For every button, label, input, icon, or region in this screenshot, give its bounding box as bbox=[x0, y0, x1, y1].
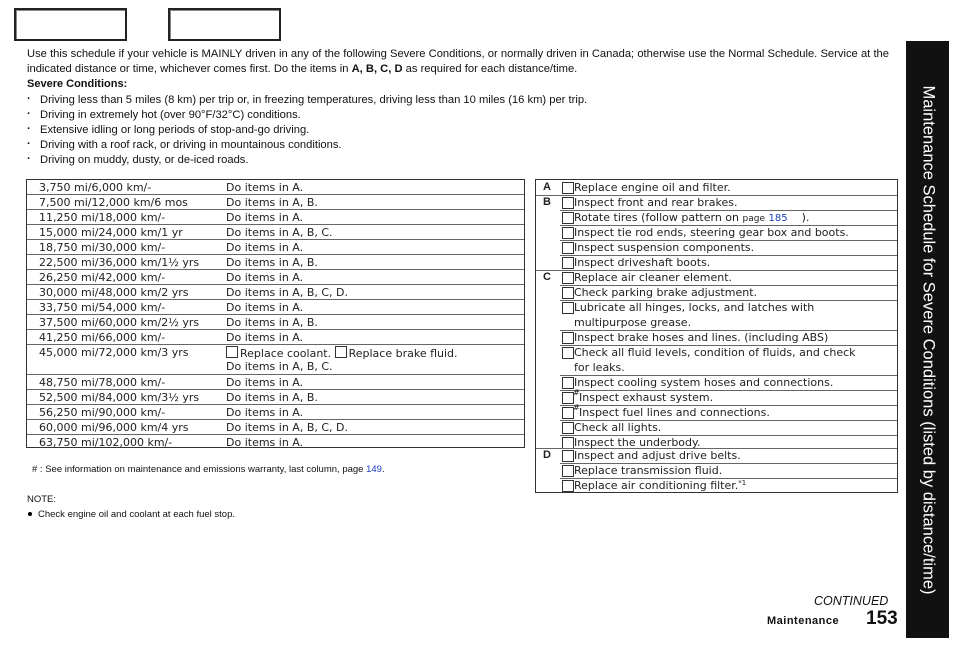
item-text: Inspect cooling system hoses and connections. bbox=[574, 376, 834, 389]
checkbox[interactable] bbox=[562, 197, 574, 209]
table-row bbox=[27, 255, 524, 270]
item-text-part: Rotate tires (follow pattern on bbox=[574, 211, 743, 224]
distance-cell: 15,000 mi/24,000 km/1 yr bbox=[39, 226, 183, 239]
checkbox[interactable] bbox=[562, 242, 574, 254]
item-text: Inspect exhaust system. bbox=[579, 391, 714, 404]
item-text-cont: multipurpose grease. bbox=[574, 316, 692, 329]
table-row bbox=[27, 270, 524, 285]
distance-cell: 30,000 mi/48,000 km/2 yrs bbox=[39, 286, 189, 299]
condition-item: · Driving with a roof rack, or driving in mountainous conditions. bbox=[27, 138, 587, 153]
checkbox[interactable] bbox=[562, 450, 574, 462]
nav-button-1[interactable] bbox=[14, 8, 127, 41]
distance-cell: 33,750 mi/54,000 km/- bbox=[39, 301, 166, 314]
item-text bbox=[574, 316, 691, 329]
page-link[interactable]: 149 bbox=[366, 464, 382, 475]
items-cell: Do items in A. bbox=[226, 301, 304, 314]
section-sidebar bbox=[906, 41, 949, 638]
distance-cell: 63,750 mi/102,000 km/- bbox=[39, 436, 173, 449]
group-letter-c: C bbox=[543, 271, 551, 283]
conditions-list bbox=[27, 93, 587, 168]
table-row bbox=[27, 285, 524, 300]
distance-cell: 45,000 mi/72,000 km/3 yrs bbox=[39, 346, 189, 359]
items-text: Replace coolant. bbox=[240, 347, 332, 360]
items-cell: Do items in A. bbox=[226, 241, 304, 254]
condition-item: · Driving on muddy, dusty, or de-iced roads. bbox=[27, 153, 587, 168]
checkbox[interactable] bbox=[335, 346, 347, 358]
distance-cell: 22,500 mi/36,000 km/1½ yrs bbox=[39, 256, 200, 269]
page-number: 153 bbox=[866, 608, 898, 629]
sidebar-title: Maintenance Schedule for Severe Conditions (listed by distance/time) bbox=[919, 84, 937, 595]
checkbox[interactable] bbox=[562, 227, 574, 239]
warranty-note-text: # : See information on maintenance and emissions warranty, last column, page bbox=[32, 464, 367, 475]
item-text: Check parking brake adjustment. bbox=[574, 286, 758, 299]
intro-paragraph bbox=[27, 47, 889, 77]
item-text: Replace air cleaner element. bbox=[574, 271, 733, 284]
distance-cell: 18,750 mi/30,000 km/- bbox=[39, 241, 166, 254]
checkbox[interactable] bbox=[562, 212, 574, 224]
item-text: Check all lights. bbox=[574, 421, 662, 434]
item-text-part: ). bbox=[801, 211, 810, 224]
items-cell: Do items in A. bbox=[226, 211, 304, 224]
checkbox[interactable] bbox=[562, 287, 574, 299]
table-row bbox=[27, 435, 524, 447]
footer-section-label: Maintenance bbox=[767, 615, 840, 627]
items-cell: Do items in A, B. bbox=[226, 256, 318, 269]
table-row bbox=[27, 390, 524, 405]
checkbox[interactable] bbox=[562, 422, 574, 434]
table-row bbox=[27, 375, 524, 390]
item-text: Replace transmission fluid. bbox=[574, 464, 723, 477]
note-heading: NOTE: bbox=[27, 494, 57, 505]
items-cell: Do items in A, B. bbox=[226, 196, 318, 209]
items-cell: Do items in A, B, C, D. bbox=[226, 421, 348, 434]
distance-cell: 7,500 mi/12,000 km/6 mos bbox=[39, 196, 188, 209]
nav-button-2[interactable] bbox=[168, 8, 281, 41]
group-letter-a: A bbox=[543, 181, 551, 193]
table-row bbox=[27, 315, 524, 330]
checkbox[interactable] bbox=[562, 480, 574, 492]
condition-item: · Driving in extremely hot (over 90°F/32°C) conditions. bbox=[27, 108, 587, 123]
distance-cell: 41,250 mi/66,000 km/- bbox=[39, 331, 166, 344]
checkbox[interactable] bbox=[562, 347, 574, 359]
checkbox[interactable] bbox=[562, 182, 574, 194]
distance-cell: 37,500 mi/60,000 km/2½ yrs bbox=[39, 316, 200, 329]
hash-mark: # bbox=[573, 403, 580, 412]
items-cell: Do items in A, B. bbox=[226, 316, 318, 329]
warranty-note-suffix: . bbox=[381, 464, 385, 475]
items-cell: Do items in A, B, C, D. bbox=[226, 286, 348, 299]
item-text: Inspect driveshaft boots. bbox=[574, 256, 711, 269]
table-row bbox=[27, 195, 524, 210]
intro-text-end: as required for each distance/time. bbox=[402, 63, 578, 75]
item-text: for leaks. bbox=[574, 361, 625, 374]
distance-cell: 11,250 mi/18,000 km/- bbox=[39, 211, 166, 224]
distance-cell: 26,250 mi/42,000 km/- bbox=[39, 271, 166, 284]
condition-item: · Extensive idling or long periods of stop-and-go driving. bbox=[27, 123, 587, 138]
items-cell: Do items in A. bbox=[226, 271, 304, 284]
items-cell: Do items in A. bbox=[226, 436, 304, 449]
checkbox[interactable] bbox=[562, 272, 574, 284]
checkbox[interactable] bbox=[562, 465, 574, 477]
distance-cell: 3,750 mi/6,000 km/- bbox=[39, 181, 152, 194]
distance-cell: 60,000 mi/96,000 km/4 yrs bbox=[39, 421, 189, 434]
distance-cell: 52,500 mi/84,000 km/3½ yrs bbox=[39, 391, 200, 404]
severe-conditions-heading: Severe Conditions: bbox=[27, 78, 128, 90]
item-text bbox=[574, 211, 809, 224]
table-row bbox=[27, 345, 524, 375]
distance-cell: 56,250 mi/90,000 km/- bbox=[39, 406, 166, 419]
items-cell: Do items in A, B, C. bbox=[226, 226, 333, 239]
item-text: Inspect brake hoses and lines. (including ABS) bbox=[574, 331, 829, 344]
table-row bbox=[27, 420, 524, 435]
items-cell: Do items in A. bbox=[226, 376, 304, 389]
checkbox[interactable] bbox=[226, 346, 238, 358]
distance-cell: 48,750 mi/78,000 km/- bbox=[39, 376, 166, 389]
intro-bold-items: A, B, C, D bbox=[351, 63, 403, 75]
item-text: Lubricate all hinges, locks, and latches with bbox=[574, 301, 815, 314]
table-row bbox=[27, 225, 524, 240]
item-text: Inspect the underbody. bbox=[574, 436, 701, 449]
items-cell: Do items in A. bbox=[226, 406, 304, 419]
page-label: page bbox=[742, 214, 765, 224]
note-item bbox=[27, 509, 235, 520]
items-cell: Do items in A, B. bbox=[226, 391, 318, 404]
item-text: Inspect fuel lines and connections. bbox=[579, 406, 770, 419]
items-cell bbox=[226, 346, 458, 360]
checkbox[interactable] bbox=[562, 302, 574, 314]
item-text: Inspect front and rear brakes. bbox=[574, 196, 738, 209]
table-row bbox=[27, 330, 524, 345]
checkbox[interactable] bbox=[562, 332, 574, 344]
item-text: Inspect suspension components. bbox=[574, 241, 755, 254]
items-cell: Do items in A, B, C. bbox=[226, 360, 333, 373]
page-link[interactable]: 185 bbox=[768, 213, 788, 224]
item-text: Inspect and adjust drive belts. bbox=[574, 449, 741, 462]
note-item-text: Check engine oil and coolant at each fuel stop. bbox=[38, 509, 235, 520]
table-row bbox=[27, 180, 524, 195]
continued-label: CONTINUED bbox=[814, 594, 889, 608]
condition-item: · Driving less than 5 miles (8 km) per trip or, in freezing temperatures, driving less than 10 miles (16 km) per trip. bbox=[27, 93, 587, 108]
checkbox[interactable] bbox=[562, 257, 574, 269]
table-row bbox=[27, 300, 524, 315]
table-row bbox=[27, 210, 524, 225]
items-text: Replace brake fluid. bbox=[348, 347, 458, 360]
item-text-part: Replace air conditioning filter. bbox=[574, 479, 739, 492]
bullet-icon bbox=[28, 512, 32, 516]
group-letter-d: D bbox=[543, 449, 551, 461]
group-letter-b: B bbox=[543, 196, 551, 208]
hash-mark: # bbox=[573, 388, 580, 397]
warranty-note bbox=[32, 464, 385, 475]
item-text bbox=[574, 479, 746, 492]
items-cell: Do items in A. bbox=[226, 331, 304, 344]
item-text: Check all fluid levels, condition of fluids, and check bbox=[574, 346, 856, 359]
table-row bbox=[27, 240, 524, 255]
maintenance-items-table bbox=[535, 179, 898, 493]
item-text: Inspect tie rod ends, steering gear box and boots. bbox=[574, 226, 849, 239]
item-text: Replace engine oil and filter. bbox=[574, 181, 731, 194]
footnote-mark: *1 bbox=[738, 479, 747, 487]
intro-text: Use this schedule if your vehicle is MAINLY driven in any of the following Severe Conditions, or normally driven in Canada; otherwise use the Normal Schedule. Service at the indicated distance or time, whichever comes first. Do the items in bbox=[27, 48, 889, 75]
table-row bbox=[27, 405, 524, 420]
items-cell: Do items in A. bbox=[226, 181, 304, 194]
distance-schedule-table bbox=[26, 179, 525, 448]
